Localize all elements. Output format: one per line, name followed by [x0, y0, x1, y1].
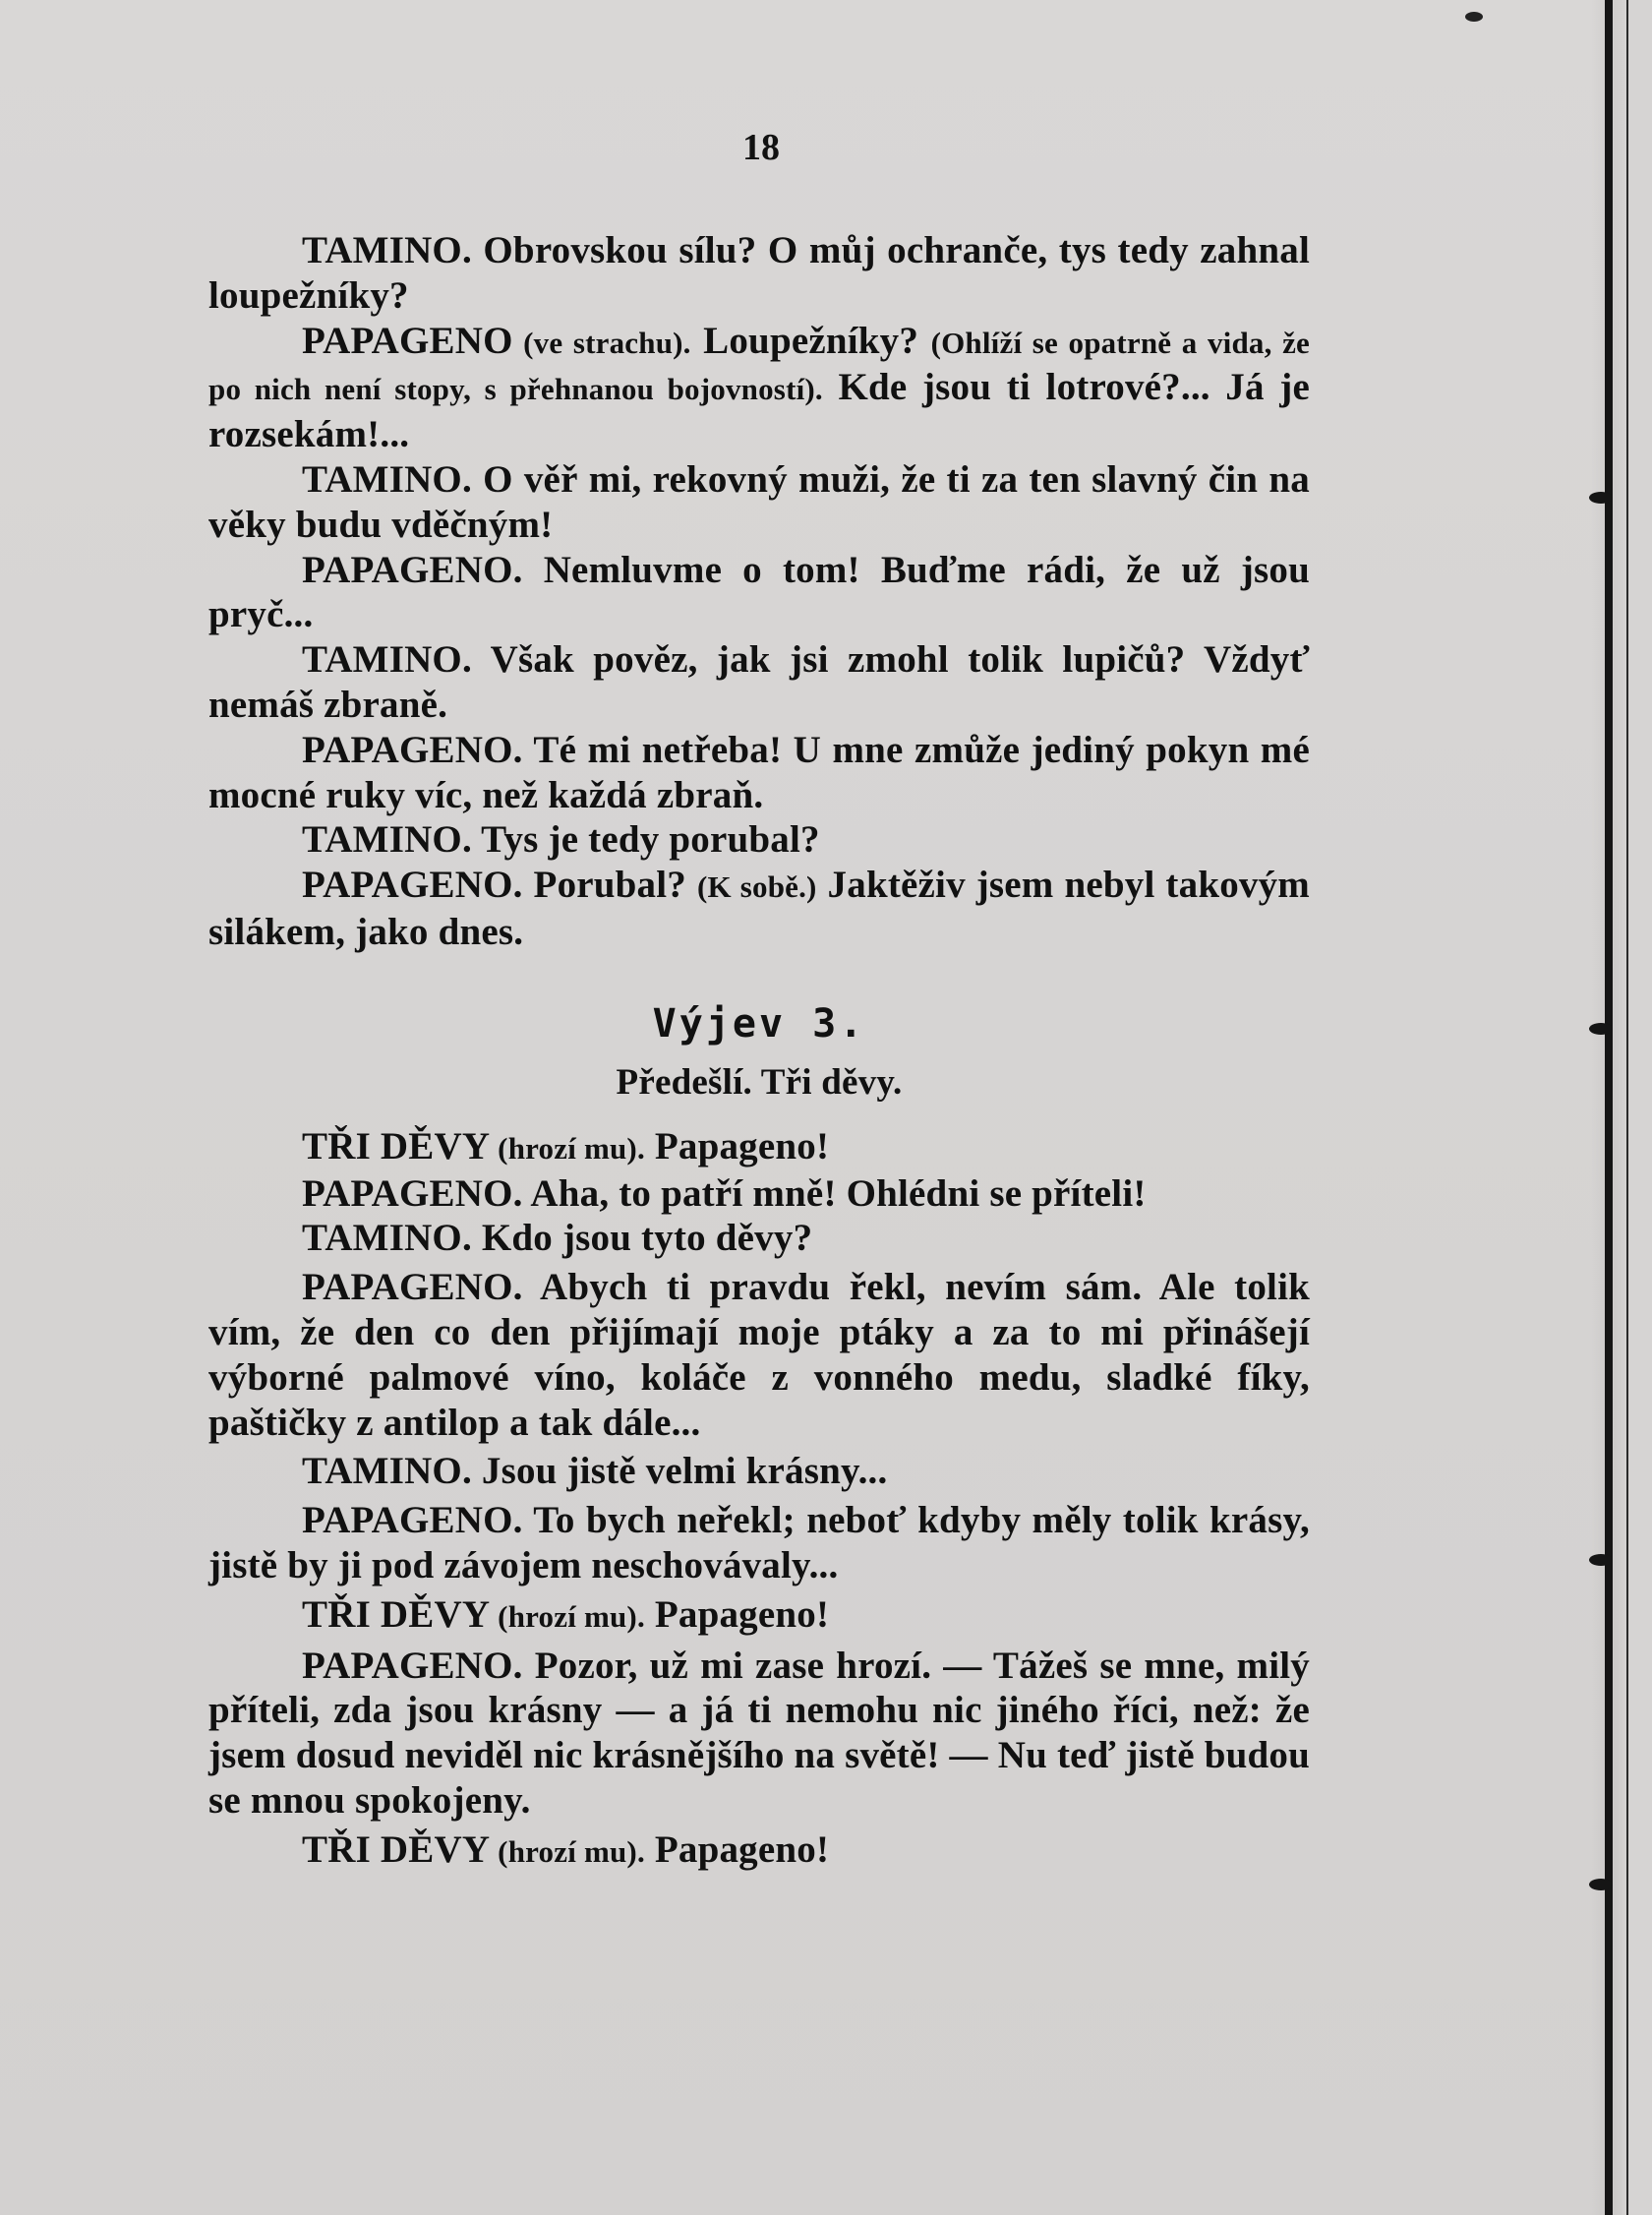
stage-direction: (hrozí mu).: [490, 1130, 645, 1166]
speaker-name: TAMINO.: [302, 818, 472, 862]
speaker-name: PAPAGENO.: [302, 1644, 523, 1687]
spoken-line: Papageno!: [644, 1124, 830, 1167]
dialogue-paragraph: [208, 1265, 1310, 1445]
spoken-line: Pozor, už mi zase hrozí. — Tážeš se mne, milý příteli, zda jsou krásny — a já ti nemohu nic jiného říci, než: že jsem dosud neviděl nic krásnějšího na světě! — Nu teď jistě budou se mnou spokojeny.: [208, 1644, 1310, 1822]
spoken-line: To bych neřekl; neboť kdyby měly tolik krásy, jistě by ji pod závojem neschovávaly...: [208, 1499, 1310, 1586]
ink-blot: [1589, 1879, 1613, 1890]
page-number: 18: [742, 127, 780, 168]
spoken-line: Kde jsou ti lotrové?... Já je rozsekám!...: [208, 366, 1310, 456]
spoken-line: Tys je tedy porubal?: [471, 818, 820, 862]
dialogue-paragraph: [208, 1449, 1310, 1494]
scene-heading: Výjev 3.: [652, 1000, 866, 1047]
dialogue-paragraph: [208, 548, 1310, 638]
speaker-name: PAPAGENO.: [302, 548, 523, 591]
stage-direction: (K sobě.): [696, 869, 817, 905]
dialogue-paragraph: [208, 1124, 1310, 1171]
spoken-line: Obrovskou sílu? O můj ochranče, tys tedy zahnal loupežníky?: [208, 229, 1310, 317]
speaker-name: TAMINO.: [302, 457, 472, 501]
dialogue-paragraph: [208, 637, 1310, 728]
spoken-line: Papageno!: [644, 1592, 830, 1636]
dialogue-paragraph: [208, 1216, 1310, 1261]
spoken-line: Nemluvme o tom! Buďme rádi, že už jsou pryč...: [208, 548, 1310, 636]
stage-direction: (hrozí mu).: [490, 1598, 645, 1634]
dialogue-paragraph: [208, 1171, 1310, 1217]
dialogue-paragraph: [208, 457, 1310, 548]
spoken-line: Té mi netřeba! U mne zmůže jediný pokyn mé mocné ruky víc, než každá zbraň.: [208, 728, 1310, 816]
speaker-name: TŘI DĚVY: [302, 1592, 491, 1636]
spoken-line: O věř mi, rekovný muži, že ti za ten slavný čin na věky budu vděčným!: [208, 457, 1310, 546]
spoken-line: Jaktěživ jsem nebyl takovým silákem, jako dnes.: [208, 864, 1310, 953]
dialogue-paragraph: [208, 1592, 1310, 1640]
dialogue-paragraph: [208, 1498, 1310, 1588]
stage-direction: (Ohlíží se opatrně a vida, že po nich není stopy, s přehnanou bojovností).: [208, 325, 1311, 407]
spoken-line: Jsou jistě velmi krásny...: [471, 1450, 888, 1493]
dialogue-paragraph: [208, 1644, 1310, 1824]
spoken-line: Abych ti pravdu řekl, nevím sám. Ale tolik vím, že den co den přijímají moje ptáky a za to mi přinášejí výborné palmové víno, koláče z vonného medu, sladké fíky, paštičky z antilop a tak dále...: [208, 1266, 1310, 1444]
spoken-line: Papageno!: [644, 1827, 830, 1871]
dialogue-paragraph: [208, 1827, 1310, 1875]
ink-blot: [1589, 1023, 1613, 1035]
speaker-name: TAMINO.: [302, 1217, 472, 1260]
speaker-name: TAMINO.: [302, 229, 472, 271]
spoken-line: Porubal?: [522, 864, 697, 907]
ink-blot: [1589, 492, 1613, 504]
speaker-name: PAPAGENO.: [302, 864, 523, 907]
binding-edge-inner: [1626, 0, 1628, 2215]
dialogue-block-after: [208, 1124, 1310, 1875]
speaker-name: PAPAGENO: [302, 319, 513, 362]
speaker-name: PAPAGENO.: [302, 1499, 523, 1542]
speaker-name: PAPAGENO.: [302, 1171, 523, 1215]
dialogue-block-before: [208, 228, 1310, 955]
spoken-line: Loupežníky?: [690, 319, 931, 362]
speaker-name: TŘI DĚVY: [302, 1124, 491, 1167]
dialogue-paragraph: [208, 728, 1310, 818]
stage-direction: (ve strachu).: [512, 325, 691, 360]
ink-blot: [1589, 1554, 1613, 1566]
speaker-name: TAMINO.: [302, 1450, 472, 1493]
spoken-line: Aha, to patří mně! Ohlédni se příteli!: [522, 1171, 1147, 1215]
dialogue-paragraph: [208, 817, 1310, 863]
speaker-name: TŘI DĚVY: [302, 1827, 491, 1871]
scene-subheading: Předešlí. Tři děvy.: [616, 1061, 903, 1103]
spoken-line: Však pověz, jak jsi zmohl tolik lupičů? Vždyť nemáš zbraně.: [208, 638, 1310, 726]
ink-mark: [1465, 12, 1483, 22]
stage-direction: (hrozí mu).: [490, 1833, 645, 1869]
dialogue-paragraph: [208, 228, 1310, 319]
page-text: [208, 228, 1310, 1875]
dialogue-paragraph: [208, 319, 1310, 457]
speaker-name: PAPAGENO.: [302, 1266, 523, 1309]
speaker-name: TAMINO.: [302, 638, 472, 682]
speaker-name: PAPAGENO.: [302, 728, 523, 771]
spoken-line: Kdo jsou tyto děvy?: [471, 1217, 813, 1260]
dialogue-paragraph: [208, 863, 1310, 955]
